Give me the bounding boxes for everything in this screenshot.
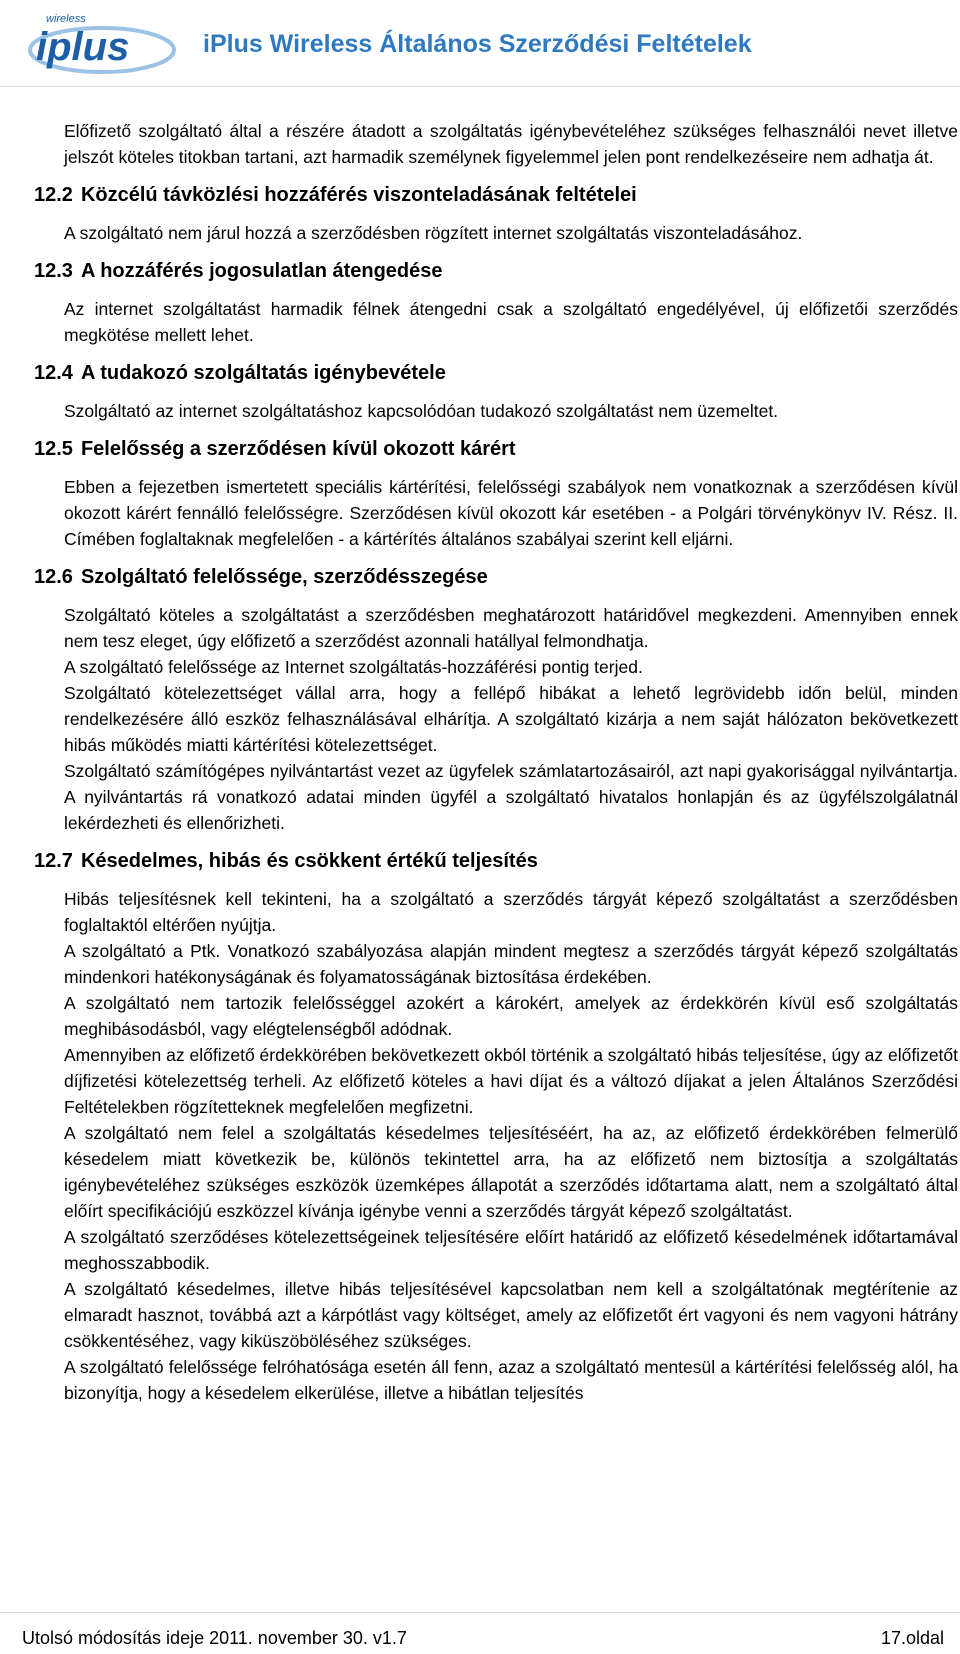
document-title: iPlus Wireless Általános Szerződési Feltételek bbox=[203, 30, 752, 58]
section-title: A hozzáférés jogosulatlan átengedése bbox=[80, 260, 443, 282]
section-12-3 bbox=[34, 258, 958, 348]
section-paragraph: Szolgáltató kötelezettséget vállal arra, hogy a fellépő hibákat a lehető legrövidebb időn belül, minden rendelkezésére álló eszköz felhasználásával elhárítja. A szolgáltató kizárja a nem saját hálózaton bekövetkezett hibás működés miatti kártérítési kötelezettséget. bbox=[64, 683, 958, 755]
section-12-6 bbox=[34, 564, 958, 836]
section-paragraph: A szolgáltató késedelmes, illetve hibás teljesítésével kapcsolatban nem kell a szolgáltatónak megtérítenie az elmaradt hasznot, továbbá azt a kárpótlást vagy költséget, amely az előfizetőt ért vagyoni és nem vagyoni hátrány csökkentéséhez, vagy kiküszöböléséhez szükséges. bbox=[64, 1279, 958, 1351]
section-paragraph: A szolgáltató nem felel a szolgáltatás késedelmes teljesítéséért, ha az, az előfizető érdekkörében felmerülő késedelem miatt következik be, különös tekintettel arra, ha az előfizető nem biztosítja a szolgáltatás igénybevételéhez szükséges eszközök üzemképes állapotát a szerződés időtartama alatt, nem a szolgáltató által előírt specifikációjú eszközzel kívánja igénybe venni a szerződés tárgyát képező szolgáltatást. bbox=[64, 1123, 958, 1221]
header-divider bbox=[0, 86, 960, 87]
document-body bbox=[34, 118, 959, 1418]
footer-divider bbox=[0, 1612, 960, 1613]
section-number: 12.3 bbox=[34, 260, 73, 282]
section-heading bbox=[34, 360, 958, 386]
section-paragraph: Szolgáltató az internet szolgáltatáshoz kapcsolódóan tudakozó szolgáltatást nem üzemeltet. bbox=[64, 401, 779, 421]
section-heading bbox=[34, 182, 958, 208]
section-number: 12.7 bbox=[34, 850, 73, 872]
section-12-5 bbox=[34, 436, 958, 552]
section-paragraph: A szolgáltató nem járul hozzá a szerződésben rögzített internet szolgáltatás viszonteladásához. bbox=[64, 223, 803, 243]
section-paragraph: Szolgáltató számítógépes nyilvántartást vezet az ügyfelek számlatartozásairól, azt napi gyakorisággal nyilvántartja. A nyilvántartás rá vonatkozó adatai minden ügyfél a szolgáltató hivatalos honlapján és az ügyfélszolgálatnál lekérdezheti és ellenőrizheti. bbox=[64, 761, 958, 833]
section-title: Közcélú távközlési hozzáférés viszonteladásának feltételei bbox=[80, 184, 637, 206]
section-number: 12.6 bbox=[34, 566, 73, 588]
section-title: A tudakozó szolgáltatás igénybevétele bbox=[80, 362, 446, 384]
footer-modified-date: Utolsó módosítás ideje 2011. november 30. v1.7 bbox=[22, 1628, 407, 1648]
section-heading bbox=[34, 436, 958, 462]
section-paragraph: A szolgáltató szerződéses kötelezettségeinek teljesítésére előírt határidő az előfizető késedelmének időtartamával meghosszabbodik. bbox=[64, 1227, 958, 1273]
section-paragraph: A szolgáltató nem tartozik felelősséggel azokért a károkért, amelyek az érdekkörén kívül eső szolgáltatás meghibásodásból, vagy elégtelenségből adódnak. bbox=[64, 993, 958, 1039]
section-title: Szolgáltató felelőssége, szerződésszegése bbox=[80, 566, 488, 588]
iplus-logo bbox=[18, 8, 178, 80]
section-12-4 bbox=[34, 360, 958, 424]
section-paragraph: A szolgáltató felelőssége felróhatósága esetén áll fenn, azaz a szolgáltató mentesül a kártérítési felelősség alól, ha bizonyítja, hogy a késedelem elkerülése, illetve a hibátlan teljesítés bbox=[64, 1357, 958, 1403]
section-number: 12.5 bbox=[34, 438, 73, 460]
section-heading bbox=[34, 848, 958, 874]
footer-page-number: 17.oldal bbox=[880, 1628, 944, 1648]
section-number: 12.2 bbox=[34, 184, 73, 206]
intro-paragraph: Előfizető szolgáltató által a részére átadott a szolgáltatás igénybevételéhez szükséges felhasználói nevet illetve jelszót köteles titokban tartani, azt harmadik személynek figyelemmel jelen pont rendelkezéseire nem adhatja át. bbox=[64, 121, 958, 167]
section-paragraph: Szolgáltató köteles a szolgáltatást a szerződésben meghatározott határidővel megkezdeni. Amennyiben ennek nem tesz eleget, úgy előfizető a szerződést azonnali hatállyal felmondhatja. bbox=[64, 605, 958, 651]
section-12-7 bbox=[34, 848, 959, 1406]
page-header bbox=[0, 0, 960, 90]
section-number: 12.4 bbox=[34, 362, 73, 384]
section-paragraph: Az internet szolgáltatást harmadik félnek átengedni csak a szolgáltató engedélyével, új előfizetői szerződés megkötése mellett lehet. bbox=[64, 299, 958, 345]
sections-container bbox=[34, 182, 959, 1406]
section-12-2 bbox=[34, 182, 958, 246]
section-paragraph: Amennyiben az előfizető érdekkörében bekövetkezett okból történik a szolgáltató hibás teljesítése, úgy az előfizetőt díjfizetési kötelezettség terheli. Az előfizető köteles a havi díjat és a változó díjakat a jelen Általános Szerződési Feltételekben rögzítetteknek megfelelően megfizetni. bbox=[64, 1045, 959, 1117]
section-paragraph: Hibás teljesítésnek kell tekinteni, ha a szolgáltató a szerződés tárgyát képező szolgáltatást a szerződésben foglaltaktól eltérően nyújtja. bbox=[64, 889, 958, 935]
section-heading bbox=[34, 258, 958, 284]
logo-text: iplus bbox=[36, 25, 130, 69]
logo-small-text: wireless bbox=[46, 13, 86, 25]
section-paragraph: A szolgáltató a Ptk. Vonatkozó szabályozása alapján mindent megtesz a szerződés tárgyát képező szolgáltatás mindenkori hatékonyságának és folyamatosságának biztosítása érdekében. bbox=[64, 941, 958, 987]
section-paragraph: Ebben a fejezetben ismertetett speciális kártérítési, felelősségi szabályok nem vonatkoznak a szerződésen kívül okozott kárért fennálló felelősségre. Szerződésen kívül okozott kár esetében - a Polgári törvénykönyv IV. Rész. II. Címében foglaltaknak megfelelően - a kártérítés általános szabályai szerint kell eljárni. bbox=[64, 477, 958, 549]
section-heading bbox=[34, 564, 958, 590]
section-title: Késedelmes, hibás és csökkent értékű teljesítés bbox=[80, 850, 538, 872]
section-title: Felelősség a szerződésen kívül okozott kárért bbox=[80, 438, 516, 460]
section-paragraph: A szolgáltató felelőssége az Internet szolgáltatás-hozzáférési pontig terjed. bbox=[64, 657, 643, 677]
